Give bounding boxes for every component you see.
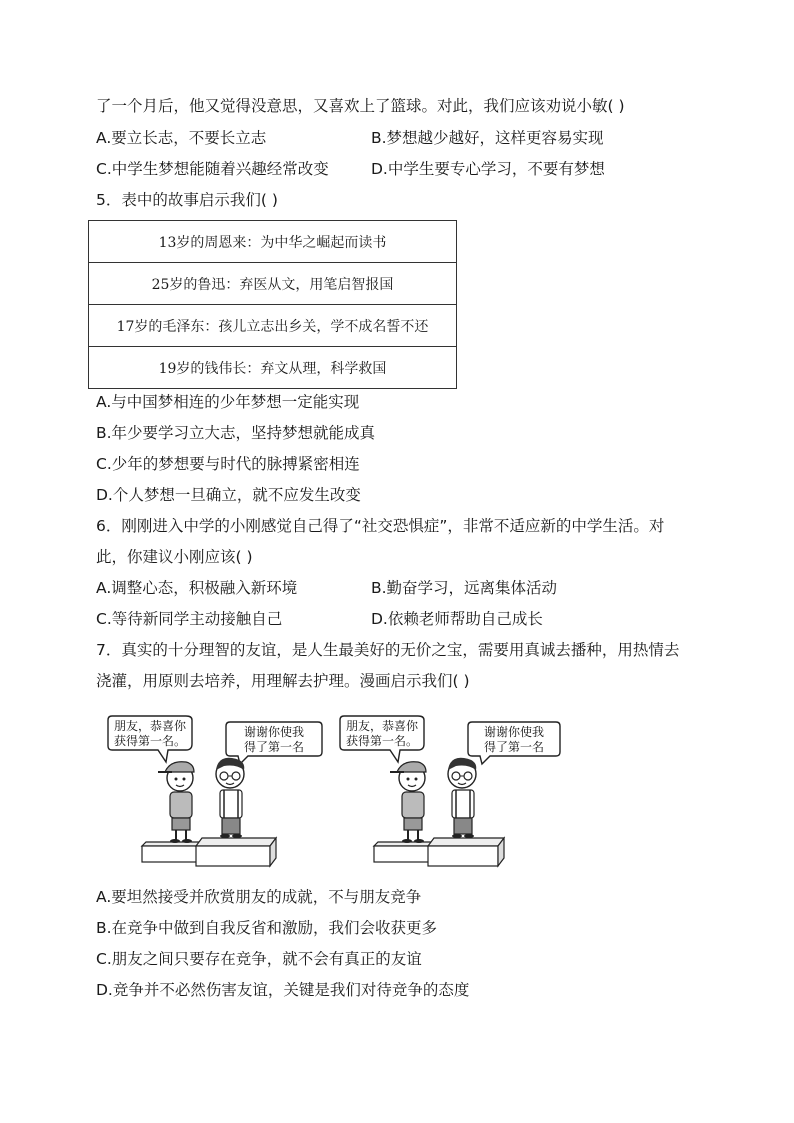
bubble-text: 获得第一名。	[345, 734, 419, 748]
bubble-text: 谢谢你使我	[483, 725, 545, 739]
friendship-comic	[100, 706, 570, 870]
q7-stem-line2: 浇灌，用原则去培养，用理解去护理。漫画启示我们( )	[96, 672, 470, 690]
boy-with-cap	[390, 762, 426, 843]
podium-high	[196, 846, 270, 866]
bubble-text: 朋友，恭喜你	[113, 719, 187, 733]
q5-option-a: A.与中国梦相连的少年梦想一定能实现	[96, 393, 360, 411]
q5-option-b: B.年少要学习立大志，坚持梦想就能成真	[96, 424, 376, 442]
bubble-text: 得了第一名	[483, 740, 545, 754]
q5-option-d: D.个人梦想一旦确立，就不应发生改变	[96, 486, 361, 504]
q7-option-d: D.竞争并不必然伤害友谊，关键是我们对待竞争的态度	[96, 981, 470, 999]
q7-option-b: B.在竞争中做到自我反省和激励，我们会收获更多	[96, 919, 438, 937]
q6-option-d: D.依赖老师帮助自己成长	[371, 610, 543, 628]
q4-option-c: C.中学生梦想能随着兴趣经常改变	[96, 160, 329, 178]
q6-option-b: B.勤奋学习，远离集体活动	[371, 579, 558, 597]
q6-option-a: A.调整心态，积极融入新环境	[96, 579, 298, 597]
q6-stem-line1: 6．刚刚进入中学的小刚感觉自己得了“社交恐惧症”，非常不适应新的中学生活。对	[96, 517, 665, 535]
podium-low	[374, 846, 432, 862]
q4-option-d: D.中学生要专心学习，不要有梦想	[371, 160, 605, 178]
q4-stem: 了一个月后，他又觉得没意思，又喜欢上了篮球。对此，我们应该劝说小敏( )	[96, 97, 625, 115]
q4-option-b: B.梦想越少越好，这样更容易实现	[371, 129, 604, 147]
story-row: 25岁的鲁迅：弃医从文，用笔启智报国	[89, 263, 457, 305]
q5-stem: 5．表中的故事启示我们( )	[96, 191, 278, 209]
bubble-text: 谢谢你使我	[243, 725, 305, 739]
comic-panel-right	[340, 716, 560, 866]
q7-stem-line1: 7．真实的十分理智的友谊，是人生最美好的无价之宝，需要用真诚去播种，用热情去	[96, 641, 680, 659]
q4-option-a: A.要立长志，不要长立志	[96, 129, 267, 147]
q6-stem-line2: 此，你建议小刚应该( )	[96, 548, 253, 566]
podium-high	[428, 846, 498, 866]
q7-option-c: C.朋友之间只要存在竞争，就不会有真正的友谊	[96, 950, 422, 968]
story-row: 17岁的毛泽东：孩儿立志出乡关，学不成名誓不还	[89, 305, 457, 347]
q5-option-c: C.少年的梦想要与时代的脉搏紧密相连	[96, 455, 360, 473]
bubble-text: 获得第一名。	[113, 734, 187, 748]
bubble-text: 朋友，恭喜你	[345, 719, 419, 733]
comic-panel-left	[108, 716, 322, 866]
boy-with-cap	[158, 762, 194, 843]
q7-option-a: A.要坦然接受并欣赏朋友的成就，不与朋友竞争	[96, 888, 422, 906]
q6-option-c: C.等待新同学主动接触自己	[96, 610, 283, 628]
podium-low	[142, 846, 200, 862]
story-row: 13岁的周恩来：为中华之崛起而读书	[89, 221, 457, 263]
boy-with-glasses	[448, 758, 476, 838]
story-row: 19岁的钱伟长：弃文从理，科学救国	[89, 347, 457, 389]
bubble-text: 得了第一名	[243, 740, 305, 754]
story-table	[88, 220, 457, 389]
boy-with-glasses	[216, 758, 244, 838]
